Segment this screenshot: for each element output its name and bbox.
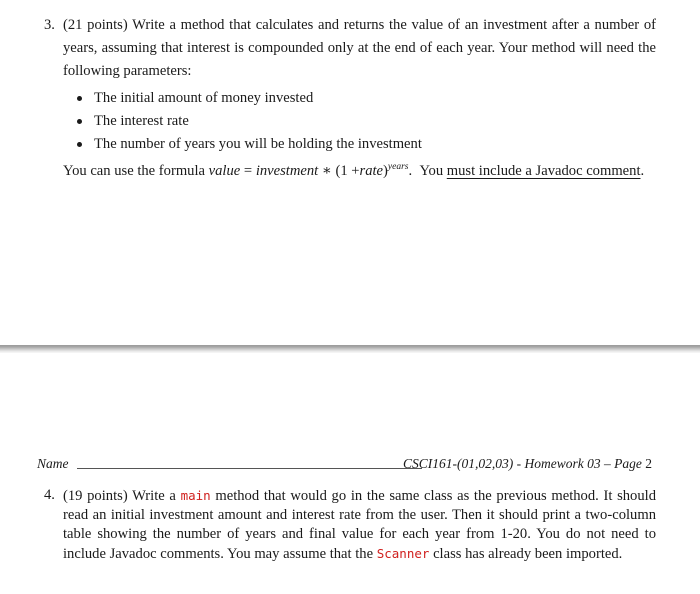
name-blank-line bbox=[77, 468, 422, 469]
bullet-icon bbox=[77, 142, 82, 147]
parameter-list bbox=[73, 87, 656, 156]
question-3-intro: (21 points) Write a method that calculates and returns the value of an investment after a number of years, assuming that interest is compounded only at the end of each year. Your method will need the following parameters: bbox=[63, 17, 656, 79]
question-3 bbox=[44, 14, 656, 183]
question-3-number: 3. bbox=[44, 17, 55, 33]
formula-exponent: years bbox=[387, 162, 409, 172]
code-main: main bbox=[180, 488, 211, 503]
parameter-item: The interest rate bbox=[73, 110, 656, 133]
page-number: 2 bbox=[645, 456, 652, 471]
page-break-divider bbox=[0, 345, 700, 353]
code-scanner: Scanner bbox=[376, 546, 430, 561]
name-label: Name bbox=[37, 456, 69, 471]
javadoc-requirement: must include a Javadoc comment bbox=[446, 163, 641, 179]
formula-paragraph: You can use the formula value = investment ∗ (1 +rate)$^{years}$. You must include a Javadoc comment. bbox=[63, 162, 645, 179]
parameter-item: The number of years you will be holding the investment bbox=[73, 133, 656, 156]
parameter-item: The initial amount of money invested bbox=[73, 87, 656, 110]
question-4-number: 4. bbox=[44, 487, 55, 503]
bullet-icon bbox=[77, 119, 82, 124]
page-header bbox=[37, 452, 652, 472]
formula: value = investment ∗ (1 +rate)$^{years}$. bbox=[208, 162, 413, 179]
course-page-label: CSCI161-(01,02,03) - Homework 03 – Page 2 bbox=[403, 456, 652, 471]
question-4: 4. (19 points) Write a main method that would go in the same class as the previous method. It should read an initial investment amount and interest rate from the user. Then it should print a two-column table showing the number of years and final value for each year from 1-20. You do not need to include Javadoc comments. You may assume that the Scanner class has already been imported. bbox=[44, 487, 656, 562]
bullet-icon bbox=[77, 96, 82, 101]
